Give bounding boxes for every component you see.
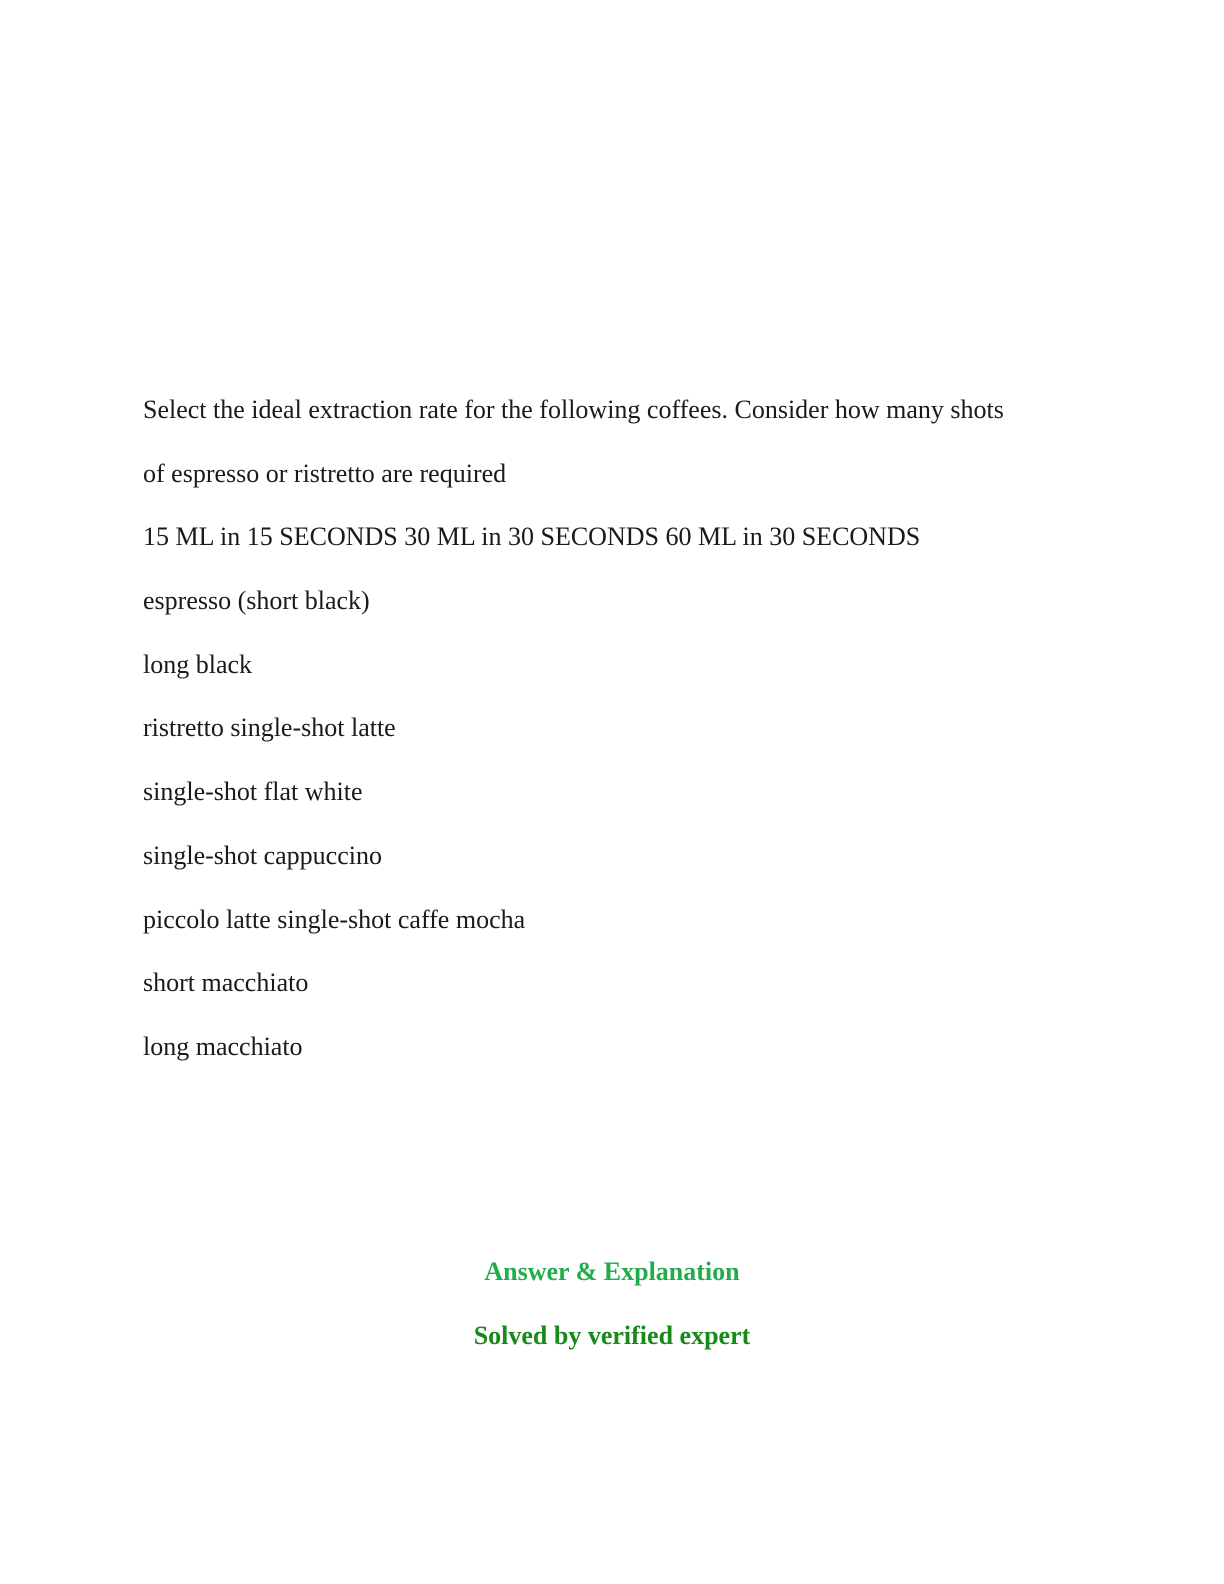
question-prompt-line-2: of espresso or ristretto are required (143, 458, 507, 488)
coffee-item: long macchiato (143, 1031, 303, 1061)
coffee-item: piccolo latte single-shot caffe mocha (143, 904, 526, 934)
question-prompt-line-1: Select the ideal extraction rate for the following coffees. Consider how many shots (143, 395, 1004, 424)
coffee-item: single-shot cappuccino (143, 840, 382, 870)
coffee-item: long black (143, 649, 253, 679)
coffee-item: espresso (short black) (143, 586, 370, 616)
question-block (143, 394, 1103, 1095)
coffee-item: short macchiato (143, 968, 309, 998)
answer-explanation-heading[interactable]: Answer & Explanation (484, 1257, 740, 1286)
answer-section (0, 1254, 1224, 1354)
coffee-item: ristretto single-shot latte (143, 713, 396, 743)
solved-by-expert-label: Solved by verified expert (473, 1321, 751, 1350)
coffee-item: single-shot flat white (143, 777, 363, 807)
extraction-options: 15 ML in 15 SECONDS 30 ML in 30 SECONDS 60 ML in 30 SECONDS (143, 522, 921, 552)
